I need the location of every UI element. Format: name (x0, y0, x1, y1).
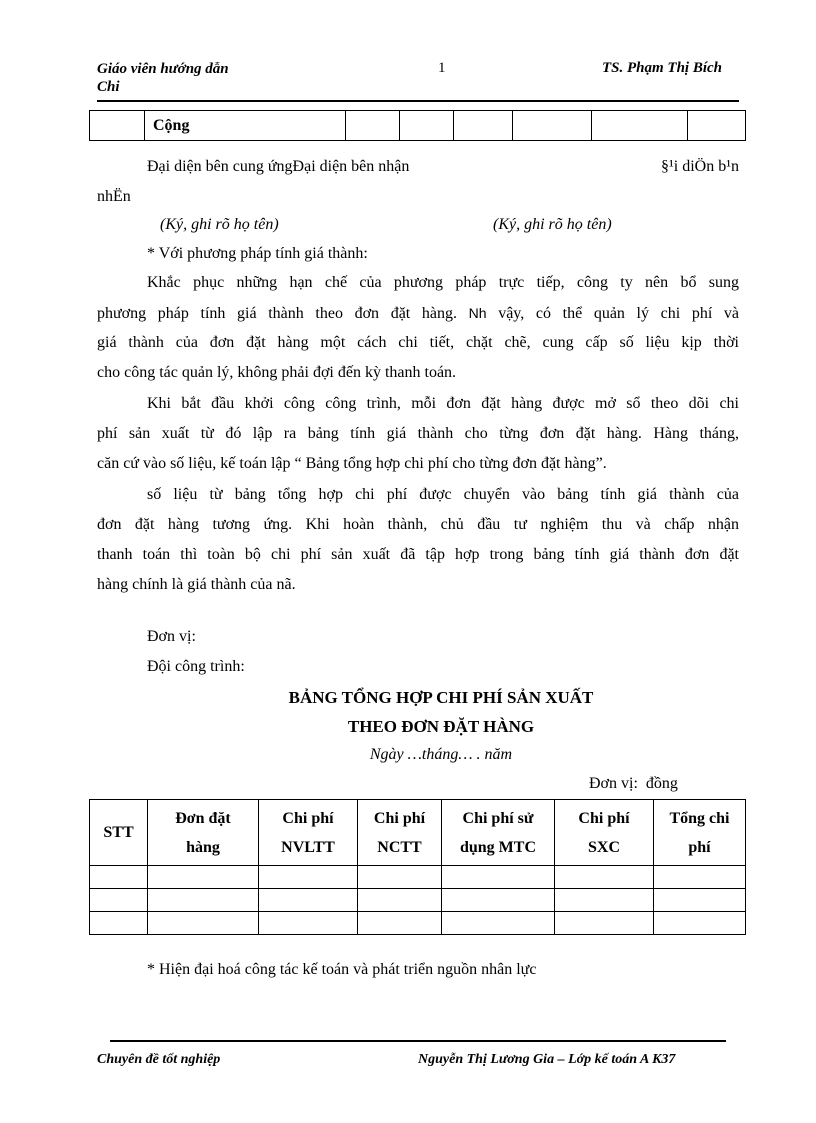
table-cell (90, 866, 148, 889)
table-cell (555, 912, 654, 935)
table-cell (442, 866, 555, 889)
col-sxc-l2: SXC (587, 838, 620, 856)
table-cell (259, 866, 358, 889)
top-table-cell (513, 111, 592, 141)
table-cell (259, 912, 358, 935)
page-number: 1 (438, 60, 446, 76)
col-mtc-l2: dụng MTC (459, 838, 537, 856)
col-sxc-l1: Chi phí (578, 809, 630, 827)
cost-table (89, 799, 746, 935)
col-total-l2: phí (688, 838, 711, 856)
header-advisor-name: TS. Phạm Thị Bích (602, 60, 723, 76)
paragraph-2 (97, 389, 739, 479)
paragraph-1 (97, 268, 739, 388)
cost-table-title2: THEO ĐƠN ĐẶT HÀNG (347, 717, 535, 736)
col-stt-label: STT (103, 824, 134, 841)
table-row (90, 912, 746, 935)
col-sxc (555, 800, 654, 866)
table-cell (148, 889, 259, 912)
header-rule (97, 100, 739, 102)
footer-left: Chuyên đề tốt nghiệp (97, 1052, 221, 1067)
para2-line2: phí sản xuất từ đó lập ra bảng tính giá thành cho từng đơn đặt hàng. Hàng tháng, (97, 425, 739, 442)
receiver-rep: Đại diện bên nhận (292, 158, 410, 175)
team-label: Đội công trình: (147, 658, 245, 675)
table-cell (148, 912, 259, 935)
top-table (89, 110, 746, 141)
col-stt (90, 800, 148, 866)
para3-line3: thanh toán thì toàn bộ chi phí sản xuất đã tập hợp trong bảng tính giá thành đơn đặt (97, 546, 739, 563)
supplier-rep: Đại diện bên cung ứng (147, 158, 293, 175)
para1-line4: cho công tác quản lý, không phải đợi đến kỳ thanh toán. (97, 364, 457, 381)
para2-line1: Khi bắt đầu khởi công công trình, mỗi đơn đặt hàng được mở sổ theo dõi chi (147, 395, 739, 412)
table-cell (358, 889, 442, 912)
col-nvltt-l2: NVLTT (281, 838, 335, 856)
header-advisor-line2: Chi (97, 79, 120, 95)
cost-table-unit: Đơn vị: đồng (589, 775, 678, 792)
para2-line3: căn cứ vào số liệu, kế toán lập “ Bảng tổng hợp chi phí cho từng đơn đặt hàng”. (97, 455, 607, 472)
table-cell (442, 912, 555, 935)
col-nctt (358, 800, 442, 866)
para3-line1: số liệu từ bảng tổng hợp chi phí được chuyển vào bảng tính giá thành của (147, 486, 739, 503)
table-cell (654, 912, 746, 935)
cost-table-date: Ngày …tháng… . năm (369, 746, 513, 763)
col-mtc-l1: Chi phí sử (462, 809, 534, 827)
garbled-rep: §¹i diÖn b¹n (660, 158, 739, 175)
table-cell (654, 866, 746, 889)
col-nvltt (259, 800, 358, 866)
footer-rule (110, 1040, 726, 1042)
top-table-cell (90, 111, 145, 141)
table-cell (358, 912, 442, 935)
para1-line2-nh: Nh (468, 305, 487, 321)
top-table-cell (592, 111, 688, 141)
para1-line2-b: vậy, có thể quản lý chi phí và (498, 305, 740, 322)
col-total (654, 800, 746, 866)
table-cell (259, 889, 358, 912)
para1-line2-a: phương pháp tính giá thành theo đơn đặt hàng. (97, 305, 457, 322)
col-order-l1: Đơn đặt (175, 809, 231, 827)
para3-line2: đơn đặt hàng tương ứng. Khi hoàn thành, chủ đầu tư nghiệm thu và chấp nhận (97, 516, 739, 533)
total-label: Cộng (145, 111, 346, 141)
garbled-wrap: nhËn (97, 188, 131, 205)
table-cell (148, 866, 259, 889)
top-table-cell (454, 111, 513, 141)
header-advisor-line1: Giáo viên hướng dẫn (97, 61, 229, 77)
para1-line1: Khắc phục những hạn chế của phương pháp trực tiếp, công ty nên bổ sung (147, 274, 739, 291)
header-advisor (97, 60, 229, 96)
table-cell (442, 889, 555, 912)
sign-note-right: (Ký, ghi rõ họ tên) (493, 216, 612, 233)
table-cell (358, 866, 442, 889)
table-cell (90, 912, 148, 935)
footer-right: Nguyễn Thị Lương Gia – Lớp kế toán A K37 (418, 1052, 676, 1067)
top-table-cell (688, 111, 746, 141)
col-nvltt-l1: Chi phí (282, 809, 334, 827)
sign-note-left: (Ký, ghi rõ họ tên) (160, 216, 279, 233)
table-row (90, 889, 746, 912)
col-nctt-l1: Chi phí (373, 809, 426, 827)
col-nctt-l2: NCTT (377, 838, 422, 856)
para1-line2 (97, 298, 739, 328)
table-row (90, 866, 746, 889)
paragraph-3 (97, 480, 739, 600)
unit-label: Đơn vị: (147, 628, 196, 645)
cost-table-header-row (90, 800, 746, 866)
table-cell (90, 889, 148, 912)
col-order (148, 800, 259, 866)
col-order-l2: hàng (186, 838, 220, 856)
top-table-cell (400, 111, 454, 141)
col-total-l1: Tổng chi (669, 809, 730, 827)
table-cell (555, 866, 654, 889)
col-mtc (442, 800, 555, 866)
top-table-cell (346, 111, 400, 141)
signature-reps (147, 152, 409, 182)
para3-line4: hàng chính là giá thành của nã. (97, 576, 296, 593)
table-cell (555, 889, 654, 912)
closing-heading: * Hiện đại hoá công tác kế toán và phát triển nguồn nhân lực (147, 961, 537, 978)
cost-table-title1: BẢNG TỔNG HỢP CHI PHÍ SẢN XUẤT (288, 688, 594, 707)
para1-line3: giá thành của đơn đặt hàng một cách chi tiết, chặt chẽ, cung cấp số liệu kịp thời (97, 334, 739, 351)
method-heading: * Với phương pháp tính giá thành: (147, 245, 368, 262)
table-cell (654, 889, 746, 912)
